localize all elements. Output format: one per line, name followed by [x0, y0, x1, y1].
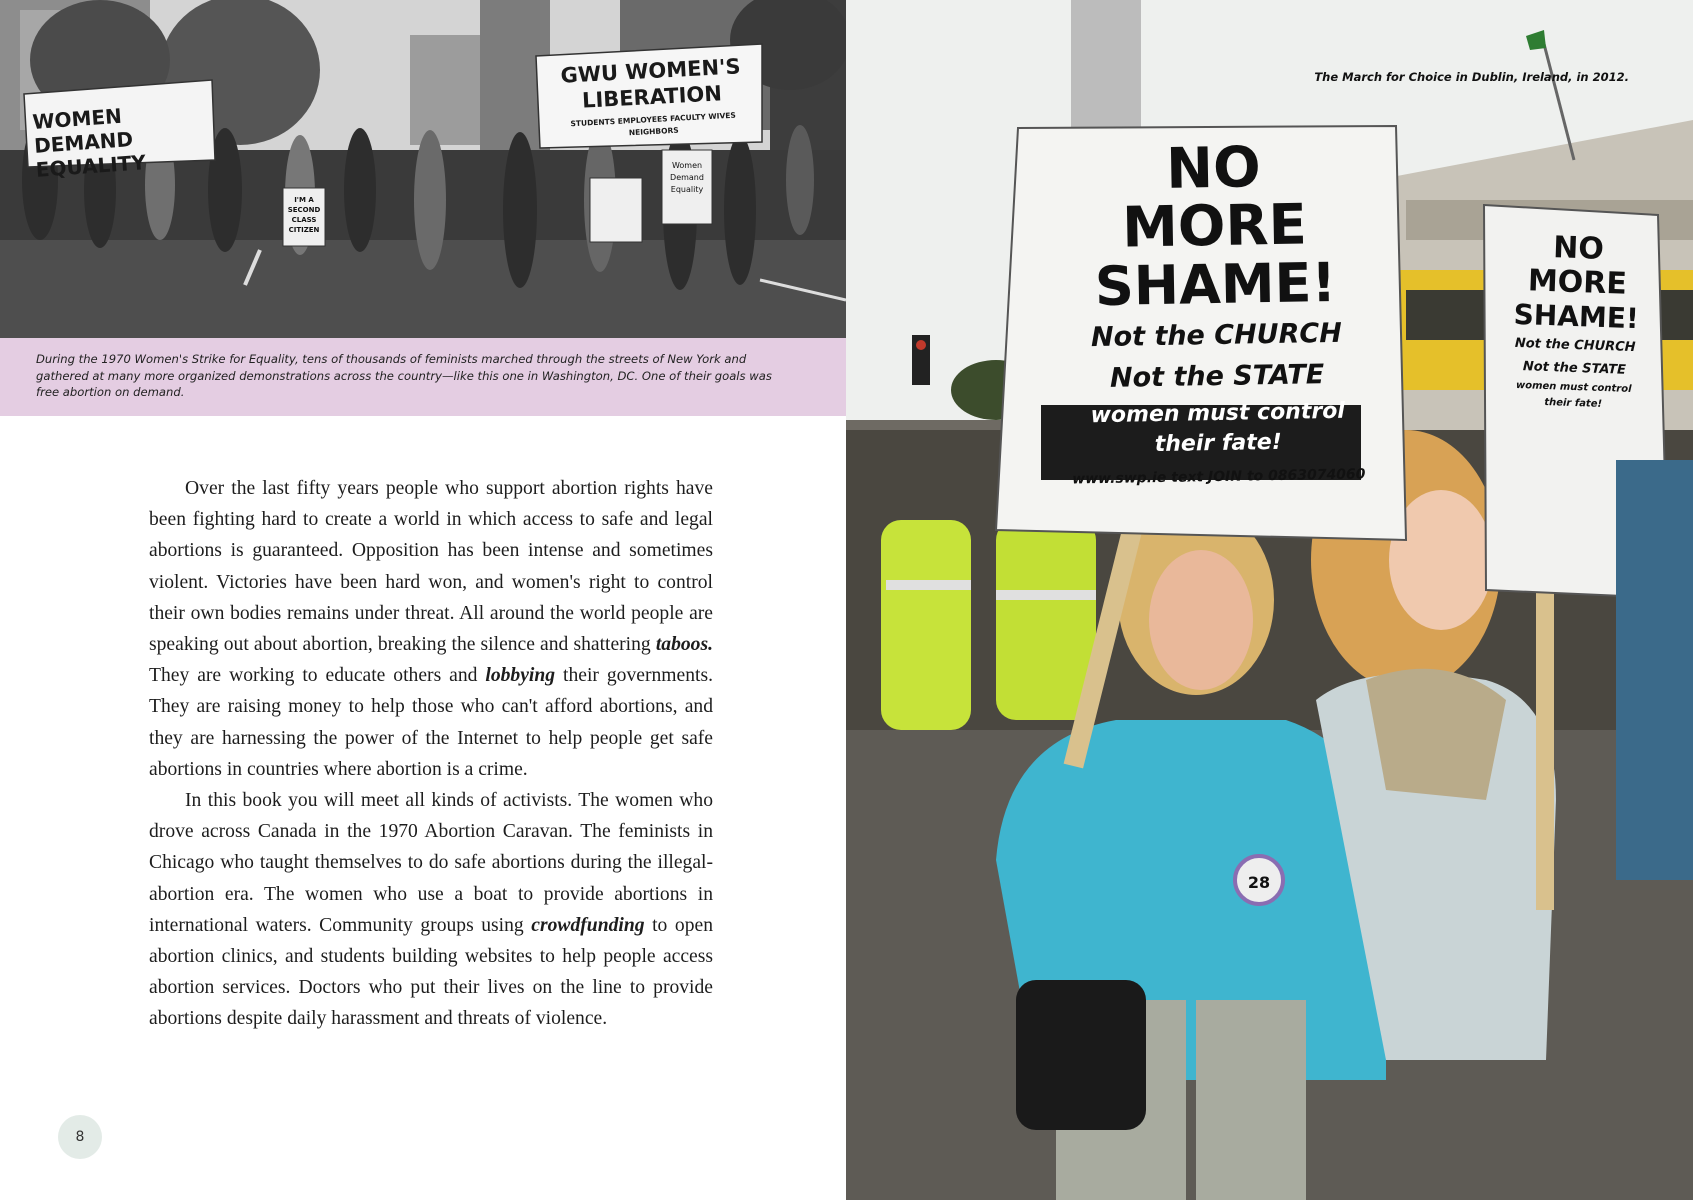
banner-gwu-womens-liberation: [550, 53, 754, 143]
sign-line-more: MORE: [1121, 192, 1308, 261]
badge-28: 28: [1247, 873, 1271, 892]
second-sign-line-their-fate: their fate!: [1544, 396, 1603, 410]
photo-caption: During the 1970 Women's Strike for Equality, tens of thousands of feminists marched through the streets of New York and gathered at many more organized demonstrations across the country—like this one in Washington, DC. One of their goals was free abortion on demand.: [36, 352, 772, 399]
placard-second-class-citizen: I'M A SECOND CLASS CITIZEN: [287, 196, 321, 234]
second-sign-line-no: NO: [1552, 230, 1605, 267]
term-lobbying: lobbying: [485, 665, 556, 687]
page-number: 8: [58, 1115, 102, 1159]
sign-line-women-must-control: women must control: [1090, 398, 1346, 429]
second-sign-line-church: Not the CHURCH: [1514, 335, 1636, 356]
photo-caption-band: [0, 338, 846, 416]
placard-women-demand-equality: Women Demand Equality: [670, 161, 704, 194]
paragraph-1: Over the last fifty years people who support abortion rights have been fighting hard to create a world in which access to safe and legal abortions is guaranteed. Opposition has been intense and sometimes violent. Victories have been hard won, and women's right to control their own bodies remains under threat. All around the world people are speaking out about abortion, breaking the silence and shattering taboos. They are working to educate others and lobbying their governments. They are raising money to help those who can't afford abortions, and they are harnessing the power of the Internet to help people get safe abortions in countries where abortion is a crime.: [149, 478, 713, 780]
sign-line-shame: SHAME!: [1094, 250, 1337, 319]
left-page: [0, 0, 846, 1200]
banner-right-text: GWU WOMEN'S LIBERATION: [560, 54, 742, 113]
paragraph-2: In this book you will meet all kinds of activists. The women who drove across Canada in the 1970 Abortion Caravan. The feminists in Chicago who taught themselves to do safe abortions during the illegal-abortion era. The women who use a boat to provide abortions in international waters. Community groups using crowdfunding to open abortion clinics, and students building websites to help people access abortion services. Doctors who put their lives on the line to provide abortions despite daily harassment and threats of violence.: [149, 790, 713, 1030]
sign-line-church: Not the CHURCH: [1090, 317, 1343, 354]
march-1970-photo: [0, 0, 846, 338]
term-crowdfunding: crowdfunding: [531, 914, 645, 936]
sign-line-no: NO: [1165, 135, 1262, 202]
second-sign-line-women-must-control: women must control: [1515, 379, 1632, 395]
body-text: [149, 473, 713, 1035]
dublin-photo-caption: The March for Choice in Dublin, Ireland, in 2012.: [1314, 70, 1629, 84]
second-sign-line-state: Not the STATE: [1522, 359, 1627, 378]
sign-line-state: Not the STATE: [1109, 359, 1325, 394]
banner-right-subtext: STUDENTS EMPLOYEES FACULTY WIVES NEIGHBORS: [570, 110, 736, 138]
banner-left-text: WOMEN DEMAND EQUALITY: [31, 103, 147, 182]
right-page-photo: [846, 0, 1693, 1200]
main-protest-sign: [1033, 137, 1399, 491]
banner-women-demand-equality: [32, 98, 207, 182]
second-sign-line-shame: SHAME!: [1513, 297, 1640, 336]
sign-line-their-fate: their fate!: [1154, 429, 1282, 458]
second-protest-sign: [1493, 229, 1659, 414]
second-sign-line-more: MORE: [1527, 263, 1628, 302]
term-taboos: taboos.: [655, 634, 713, 656]
sign-footer: www.swp.ie text JOIN to 0863074060: [1072, 466, 1366, 488]
